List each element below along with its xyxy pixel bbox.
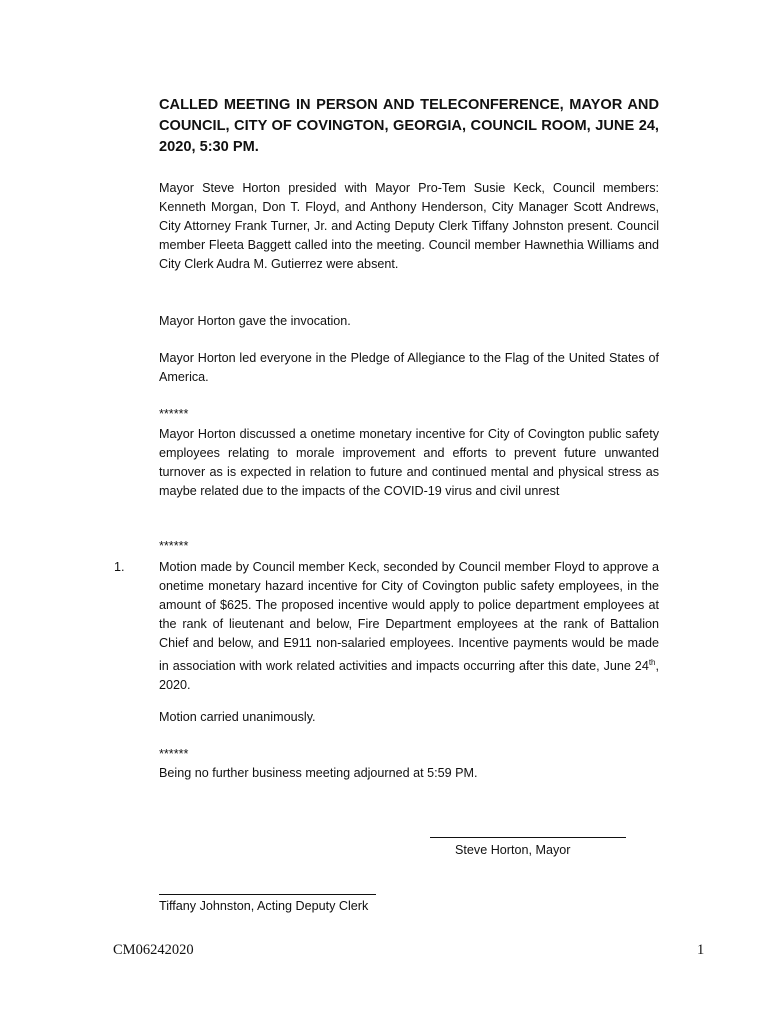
mayor-signature-line xyxy=(430,837,626,838)
meeting-title: CALLED MEETING IN PERSON AND TELECONFERENCE, MAYOR AND COUNCIL, CITY OF COVINGTON, GEORGIA, COUNCIL ROOM, JUNE 24, 2020, 5:30 PM. xyxy=(159,97,659,155)
motion-result: Motion carried unanimously. xyxy=(159,710,316,724)
motion-superscript: th xyxy=(648,658,656,667)
invocation-paragraph: Mayor Horton gave the invocation. xyxy=(159,314,351,328)
page-number: 1 xyxy=(697,942,705,958)
motion-number: 1. xyxy=(114,560,125,574)
motion-paragraph xyxy=(159,558,659,695)
section-separator: ****** xyxy=(159,747,189,761)
motion-text: Motion made by Council member Keck, seconded by Council member Floyd to approve a onetime monetary hazard incentive for City of Covington public safety employees, in the amount of $625. The proposed incentive would apply to police department employees at the rank of lieutenant and below, Fire Department employees at the rank of Battalion Chief and below, and E911 non-salaried employees. Incentive payments would be made in association with work related activities and impacts occurring after this date, June 24 xyxy=(159,560,659,674)
clerk-signature-name: Tiffany Johnston, Acting Deputy Clerk xyxy=(159,899,369,913)
mayor-signature-name: Steve Horton, Mayor xyxy=(455,843,571,857)
clerk-signature-line xyxy=(159,894,376,895)
adjournment-paragraph: Being no further business meeting adjourned at 5:59 PM. xyxy=(159,766,478,780)
attendance-paragraph: Mayor Steve Horton presided with Mayor Pro-Tem Susie Keck, Council members: Kenneth Morgan, Don T. Floyd, and Anthony Henderson, City Manager Scott Andrews, City Attorney Frank Turner, Jr. and Acting Deputy Clerk Tiffany Johnston present. Council member Fleeta Baggett called into the meeting. Council member Hawnethia Williams and City Clerk Audra M. Gutierrez were absent. xyxy=(159,181,659,271)
discussion-paragraph: Mayor Horton discussed a onetime monetary incentive for City of Covington public safety employees relating to morale improvement and efforts to prevent future unwanted turnover as is expected in relation to future and continued mental and physical stress as maybe related due to the impacts of the COVID-19 virus and civil unrest xyxy=(159,427,659,498)
pledge-paragraph: Mayor Horton led everyone in the Pledge of Allegiance to the Flag of the United States of America. xyxy=(159,351,659,384)
document-id: CM06242020 xyxy=(113,942,194,958)
section-separator: ****** xyxy=(159,407,189,421)
motion-text-end: , 2020. xyxy=(159,659,659,693)
section-separator: ****** xyxy=(159,539,189,553)
